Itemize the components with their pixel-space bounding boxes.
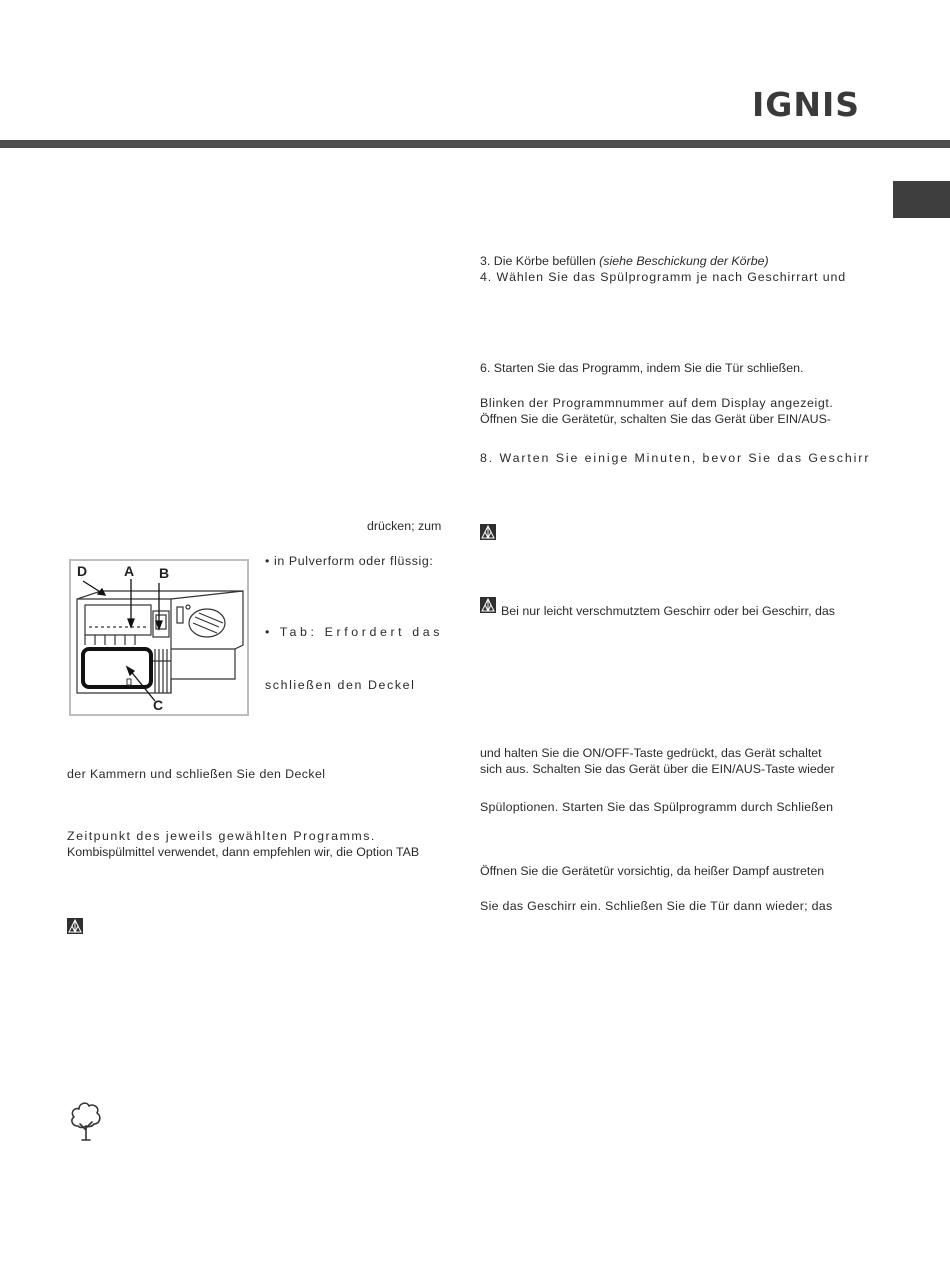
line-geschirr-ein: Sie das Geschirr ein. Schließen Sie die Tür dann wieder; das [480, 899, 833, 913]
language-tab-marker [893, 181, 950, 218]
step-4: 4. Wählen Sie das Spülprogramm je nach Geschirrart und [480, 270, 847, 284]
step-3-reference: (siehe Beschickung der Körbe) [599, 254, 769, 268]
figure-label-b: B [159, 565, 170, 581]
step-6: 6. Starten Sie das Programm, indem Sie die Tür schließen. [480, 361, 804, 375]
brand-logo: IGNIS [752, 85, 861, 124]
figure-label-c: C [153, 697, 164, 713]
tree-icon [68, 1100, 104, 1142]
bullet-tab: • Tab: Erfordert das [265, 625, 444, 639]
figure-label-d: D [77, 563, 88, 579]
warning-icon [480, 524, 496, 540]
line-druecken: drücken; zum [367, 519, 442, 533]
detergent-dispenser-figure [69, 559, 249, 716]
line-spueloptionen: Spüloptionen. Starten Sie das Spülprogramm durch Schließen [480, 800, 834, 814]
step-8: 8. Warten Sie einige Minuten, bevor Sie das Geschirr [480, 451, 871, 465]
line-heisser-dampf: Öffnen Sie die Gerätetür vorsichtig, da heißer Dampf austreten [480, 864, 825, 878]
line-zeitpunkt: Zeitpunkt des jeweils gewählten Programms. [67, 829, 376, 843]
header-rule [0, 140, 950, 148]
warning-icon [480, 597, 496, 613]
step-3 [480, 253, 769, 269]
dispenser-drawing [71, 561, 247, 714]
line-leicht-verschmutzt: Bei nur leicht verschmutztem Geschirr oder bei Geschirr, das [501, 604, 835, 618]
line-oeffnen-geraet: Öffnen Sie die Gerätetür, schalten Sie das Gerät über EIN/AUS- [480, 412, 832, 426]
line-kombispuelmittel: Kombispülmittel verwendet, dann empfehlen wir, die Option TAB [67, 845, 420, 859]
bullet-pulverform-text: • in Pulverform oder flüssig: [265, 554, 434, 568]
line-schliessen-deckel: schließen den Deckel [265, 678, 416, 692]
line-blinken: Blinken der Programmnummer auf dem Display angezeigt. [480, 396, 834, 410]
figure-label-a: A [124, 563, 135, 579]
step-3-text: 3. Die Körbe befüllen [480, 254, 600, 268]
line-sich-aus: sich aus. Schalten Sie das Gerät über die EIN/AUS-Taste wieder [480, 762, 835, 776]
bullet-pulverform [265, 553, 451, 569]
warning-icon [67, 918, 83, 934]
line-kammern: der Kammern und schließen Sie den Deckel [67, 767, 326, 781]
line-onoff-taste: und halten Sie die ON/OFF-Taste gedrückt, das Gerät schaltet [480, 746, 822, 760]
